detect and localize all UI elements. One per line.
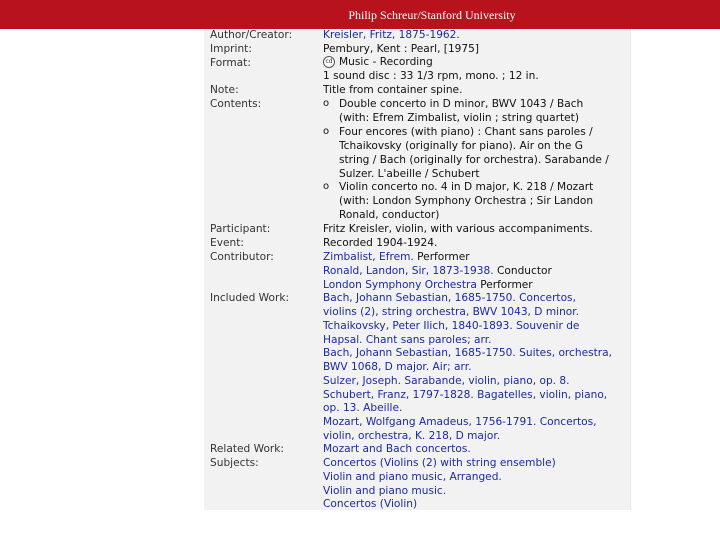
bullet-icon: o [323,126,330,137]
event-value: Recorded 1904-1924. [323,237,438,249]
author-link[interactable]: Kreisler, Fritz, 1875-1962. [323,29,460,41]
included-work-link[interactable]: Tchaikovsky, Peter Ilich, 1840-1893. Souvenir de [323,320,580,332]
contributor-link[interactable]: Ronald, Landon, Sir, 1873-1938. [323,265,494,277]
contributor-role: Performer [413,251,470,263]
contributor-role: Conductor [493,265,552,277]
contributor-role: Performer [476,279,533,291]
label-related-work: Related Work: [210,443,284,455]
contributor-link[interactable]: Zimbalist, Efrem. [323,251,414,263]
label-included-work: Included Work: [210,292,290,304]
contents-line: Violin concerto no. 4 in D major, K. 218 / Mozart [339,181,594,193]
label-subjects: Subjects: [210,457,259,469]
contents-line: Four encores (with piano) : Chant sans paroles / [339,126,593,138]
included-work-link[interactable]: Bach, Johann Sebastian, 1685-1750. Concertos, [323,292,576,304]
contents-line: (with: Efrem Zimbalist, violin ; string quartet) [339,112,579,124]
imprint-value: Pembury, Kent : Pearl, [1975] [323,43,480,55]
label-format: Format: [210,57,251,69]
included-work-link[interactable]: violins (2), string orchestra, BWV 1043, D minor. [323,306,580,318]
contents-line: (with: London Symphony Orchestra ; Sir Landon [339,195,594,207]
contributor-row [323,265,552,277]
contents-line: Ronald, conductor) [339,209,440,221]
catalog-record-panel [204,29,631,510]
label-note: Note: [210,84,239,96]
banner [0,0,720,29]
contents-line: string / Bach (originally for orchestra). Sarabande / [339,154,609,166]
banner-caption: Philip Schreur/Stanford University [348,8,516,22]
label-participant: Participant: [210,223,271,235]
subject-link[interactable]: Concertos (Violins (2) with string ensemble) [323,457,556,469]
format-type: Music - Recording [339,56,433,68]
note-value: Title from container spine. [323,84,463,96]
subject-link[interactable]: Violin and piano music. [323,485,447,497]
contents-line: Double concerto in D minor, BWV 1043 / Bach [339,98,584,110]
contributor-link[interactable]: London Symphony Orchestra [323,279,477,291]
contributor-row [323,279,533,291]
subject-link[interactable]: Concertos (Violin) [323,498,418,510]
bullet-icon: o [323,98,330,109]
format-value [323,56,433,68]
participant-value: Fritz Kreisler, violin, with various accompaniments. [323,223,593,235]
included-work-link[interactable]: BWV 1068, D major. Air; arr. [323,361,472,373]
label-contents: Contents: [210,98,262,110]
label-contributor: Contributor: [210,251,274,263]
cd-icon: cd [323,56,335,68]
included-work-link[interactable]: violin, orchestra, K. 218, D major. [323,430,501,442]
included-work-link[interactable]: Sulzer, Joseph. Sarabande, violin, piano, op. 8. [323,375,570,387]
included-work-link[interactable]: Bach, Johann Sebastian, 1685-1750. Suites, orchestra, [323,347,612,359]
label-author: Author/Creator: [210,29,293,41]
label-imprint: Imprint: [210,43,252,55]
format-detail: 1 sound disc : 33 1/3 rpm, mono. ; 12 in. [323,70,539,82]
included-work-link[interactable]: Hapsal. Chant sans paroles; arr. [323,334,492,346]
subject-link[interactable]: Violin and piano music, Arranged. [323,471,502,483]
related-work-link[interactable]: Mozart and Bach concertos. [323,443,471,455]
bullet-icon: o [323,181,330,192]
included-work-link[interactable]: Mozart, Wolfgang Amadeus, 1756-1791. Concertos, [323,416,597,428]
contributor-row [323,251,470,263]
included-work-link[interactable]: op. 13. Abeille. [323,402,403,414]
included-work-link[interactable]: Schubert, Franz, 1797-1828. Bagatelles, violin, piano, [323,389,608,401]
label-event: Event: [210,237,244,249]
contents-line: Sulzer. L'abeille / Schubert [339,168,480,180]
contents-line: Tchaikovsky (originally for piano). Air on the G [339,140,583,152]
